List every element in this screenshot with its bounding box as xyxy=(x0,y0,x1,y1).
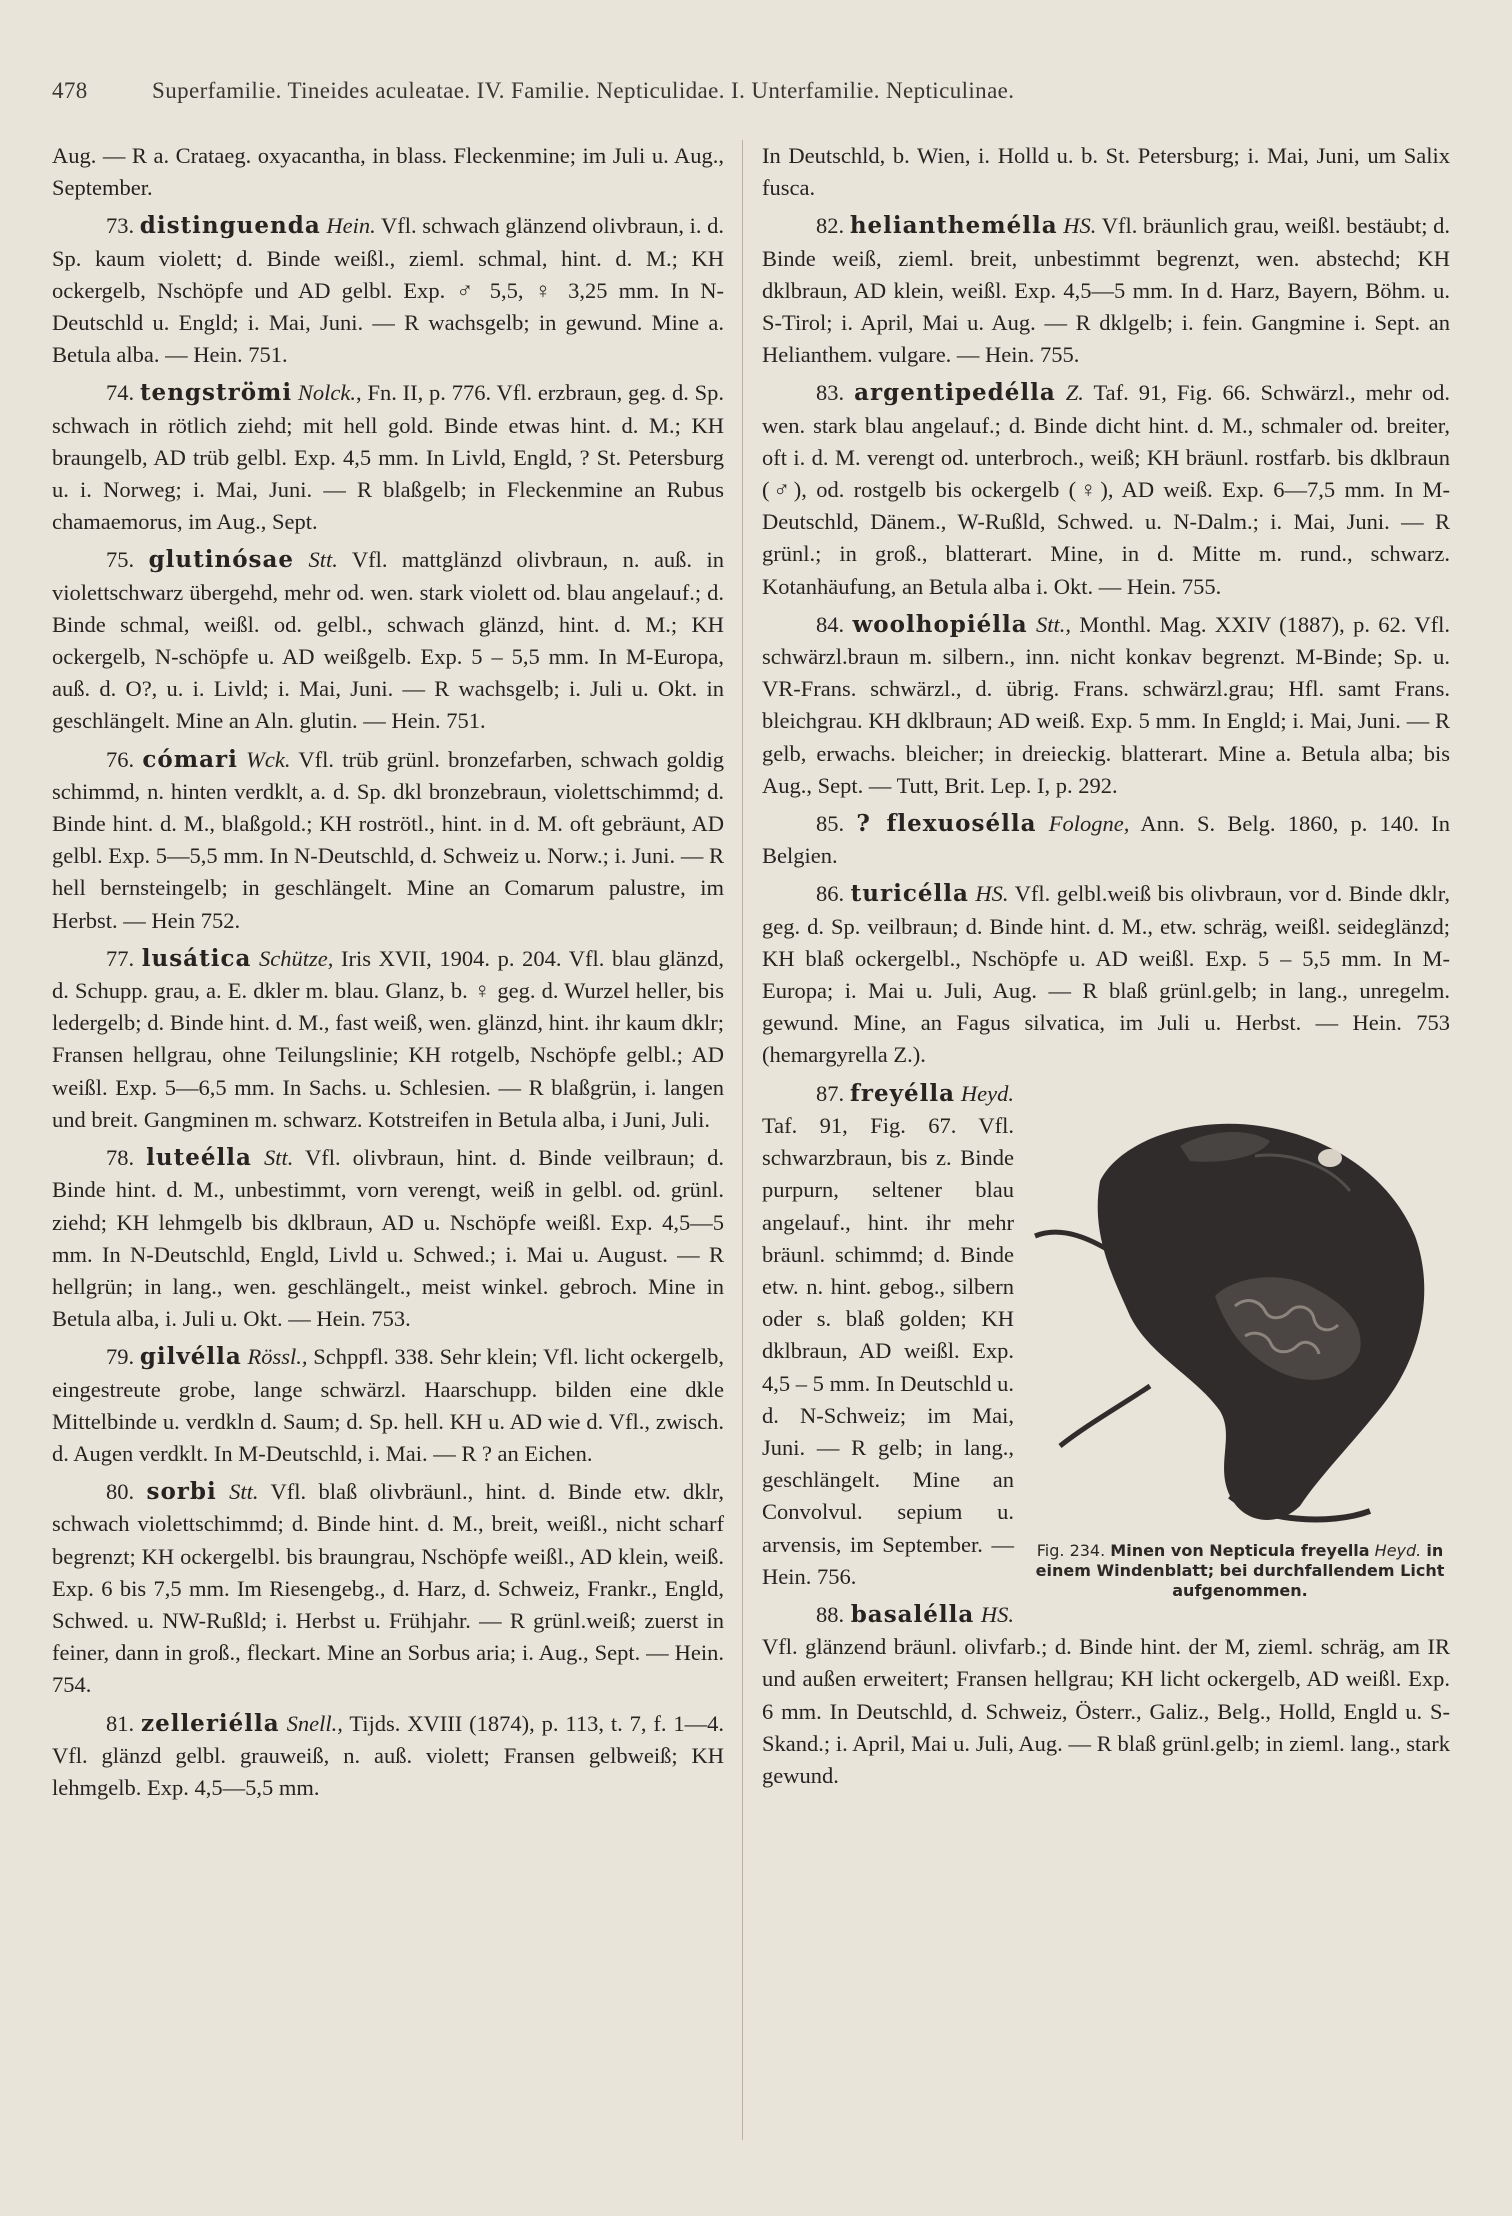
species-entry-74 xyxy=(52,377,724,538)
species-author: HS. xyxy=(975,881,1009,907)
entry-number: 86. xyxy=(816,881,845,907)
species-author: Schütze, xyxy=(259,945,334,971)
entry-text: Tijds. XVIII (1874), p. 113, t. 7, f. 1—4. Vfl. glänzd gelbl. grauweiß, n. auß. violett; Fransen gelbweiß; KH lehmgelb. Exp. 4,5—5,5 mm. xyxy=(52,1710,724,1800)
species-name: tengströmi xyxy=(139,379,293,407)
figure-234 xyxy=(1030,1086,1450,1606)
species-author: Wck. xyxy=(246,746,291,772)
species-name: ? flexuosélla xyxy=(856,810,1037,838)
figure-label: Fig. 234. xyxy=(1036,1540,1106,1560)
species-name: distinguenda xyxy=(139,212,321,240)
entry-text: Schppfl. 338. Sehr klein; Vfl. licht ockergelb, eingestreute grobe, lange schwärzl. Haarschupp. bilden eine dkle Mittelbinde u. verdkln d. Saum; d. Sp. hell. KH u. AD wie d. Vfl., zwisch. d. Augen verdklt. In M-Deutschld, i. Mai. — R ? an Eichen. xyxy=(52,1344,724,1466)
entry-number: 78. xyxy=(106,1145,135,1171)
species-author: Stt. xyxy=(229,1479,259,1505)
caption-author: Heyd. xyxy=(1374,1540,1422,1560)
entry-number: 77. xyxy=(106,945,135,971)
species-name: zelleriélla xyxy=(141,1709,280,1737)
species-entry-81 xyxy=(52,1708,724,1805)
species-author: Stt., xyxy=(1036,611,1072,637)
entry-text: Vfl. schwach glänzend olivbraun, i. d. Sp. kaum violett; d. Binde weißl., zieml. schmal, hint. d. M.; KH ockergelb, Nschöpfe und AD gelbl. Exp. ♂ 5,5, ♀ 3,25 mm. In N-Deutschld u. Engld; i. Mai, Juni. — R wachsgelb; in gewund. Mine a. Betula alba. — Hein. 751. xyxy=(52,213,724,368)
species-name: sorbi xyxy=(146,1478,217,1506)
species-name: cómari xyxy=(142,745,238,773)
entry-text: Vfl. glänzend bräunl. olivfarb.; d. Binde hint. der M, zieml. schräg, am IR und außen erweitert; Fransen hellgrau; KH licht ockergelb, AD weißl. Exp. 6 mm. In Deutschld, d. Schweiz, Österr., Galiz., Belg., Holld, Engld u. S-Skand.; i. April, Mai u. Juli, Aug. — R blaß grünl.gelb; in zieml. lang., stark gewund. xyxy=(762,1634,1450,1788)
entry-number: 85. xyxy=(816,811,845,837)
caption-rest: in einem Windenblatt; bei durchfallendem Licht aufgenommen. xyxy=(1035,1540,1445,1600)
species-author: Snell., xyxy=(286,1710,343,1736)
species-author: Hein. xyxy=(326,213,376,239)
entry-text: Monthl. Mag. XXIV (1887), p. 62. Vfl. schwärzl.braun m. silbern., inn. nicht konkav begrenzt. M-Binde; Sp. u. VR-Frans. schwärzl., d. übrig. Frans. schwärzl.grau; Hfl. samt Frans. bleichgrau. KH dklbraun; AD weiß. Exp. 5 mm. In Engld; i. Mai, Juni. — R gelb, erwachs. bleicher; in dreieckig. blatterart. Mine a. Betula alba; bis Aug., Sept. — Tutt, Brit. Lep. I, p. 292. xyxy=(762,611,1451,798)
species-entry-75 xyxy=(52,544,724,737)
entry-number: 74. xyxy=(106,380,135,406)
entry-number: 82. xyxy=(816,213,845,239)
species-name: gilvélla xyxy=(139,1343,242,1371)
entry-text: Vfl. mattglänzd olivbraun, n. auß. in violettschwarz übergehd, mehr od. wen. stark violett od. blau angelauf.; d. Binde schmal, weißl. od. gelbl., schwach glänzd, hint. d. M.; KH ockergelb, N-schöpfe u. AD weißgelb. Exp. 5 – 5,5 mm. In M-Europa, auß. d. O?, u. i. Livld; i. Mai, Juni. — R wachsgelb; i. Juli u. Okt. in geschlängelt. Mine an Aln. glutin. — Hein. 751. xyxy=(52,547,724,734)
species-entry-85 xyxy=(762,808,1450,872)
species-entry-80 xyxy=(52,1476,724,1701)
species-author: Nolck. xyxy=(297,380,357,406)
species-author: Heyd. xyxy=(960,1080,1015,1106)
species-entry-84 xyxy=(762,609,1450,802)
figure-caption xyxy=(1030,1541,1450,1601)
species-entry-83 xyxy=(762,377,1450,602)
running-title: Superfamilie. Tineides aculeatae. IV. Familie. Nepticulidae. I. Unterfamilie. Nepticulinae. xyxy=(152,78,1015,103)
species-name: lusática xyxy=(141,944,252,972)
species-author: Stt. xyxy=(308,547,338,573)
entry-number: 84. xyxy=(816,611,845,637)
species-entry-76 xyxy=(52,744,724,937)
page-number: 478 xyxy=(52,78,88,103)
species-name: luteélla xyxy=(146,1144,252,1172)
entry-number: 73. xyxy=(106,213,135,239)
species-author: Fologne, xyxy=(1048,811,1130,837)
species-author: HS. xyxy=(1063,213,1097,239)
column-divider xyxy=(742,140,743,2140)
entry-text: Iris XVII, 1904. p. 204. Vfl. blau glänzd, d. Schupp. grau, a. E. dkler m. blau. Glanz, b. ♀ geg. d. Wurzel heller, bis ledergelb; d. Binde hint. d. M., fast weiß, wen. glänzd, hint. ihr kaum dklr; Fransen hellgrau, ohne Teilungslinie; KH rotgelb, Nschöpfe gelbl.; AD weißl. Exp. 5—6,5 mm. In Sachs. u. Schlesien. — R blaßgrün, i. langen und breit. Gangminen m. schwarz. Kotstreifen in Betula alba, i Juni, Juli. xyxy=(52,945,724,1132)
entry-text: Ann. S. Belg. 1860, p. 140. In Belgien. xyxy=(762,811,1451,869)
continued-text: In Deutschld, b. Wien, i. Holld u. b. St. Petersburg; i. Mai, Juni, um Salix fusca. xyxy=(762,143,1450,201)
entry-number: 83. xyxy=(816,380,845,406)
species-entry-86 xyxy=(762,878,1450,1071)
entry-text: Taf. 91, Fig. 66. Schwärzl., mehr od. wen. stark blau angelauf.; d. Binde dicht hint. d. M., schmaler od. breiter, oft i. d. M. verengt od. unterbroch., weiß; KH bräunl. rostfarb. bis dklbraun (♂), od. rostgelb bis ockergelb (♀), AD weiß. Exp. 6—7,5 mm. In M-Deutschld, Dänem., W-Rußld, Schwed. u. N-Dalm.; i. Mai, Juni. — R grünl.; in groß., blatterart. Mine, in d. Mitte m. rund., schwarz. Kotanhäufung, an Betula alba i. Okt. — Hein. 755. xyxy=(762,380,1450,599)
species-author: Stt. xyxy=(263,1145,294,1171)
species-entry-88 xyxy=(762,1599,1450,1792)
entry-number: 80. xyxy=(106,1479,135,1505)
entry-number: 79. xyxy=(106,1344,135,1370)
species-name: woolhopiélla xyxy=(852,610,1028,638)
species-author: Rössl., xyxy=(247,1344,308,1370)
right-column xyxy=(762,140,1450,1798)
species-entry-77 xyxy=(52,943,724,1136)
entry-text: Vfl. olivbraun, hint. d. Binde veilbraun; d. Binde hint. d. M., unbestimmt, vorn verengt, weiß in gelbl. od. grünl. ziehd; KH lehmgelb bis dklbraun, AD u. Nschöpfe weißl. Exp. 4,5—5 mm. In N-Deutschld, Engld, Livld u. Schwed.; i. Mai u. August. — R hellgrün; in lang., wen. geschlängelt., meist winkel. gebroch. Mine in Betula alba, i. Juli u. Okt. — Hein. 753. xyxy=(52,1145,725,1332)
entry-text: , Fn. II, p. 776. Vfl. erzbraun, geg. d. Sp. schwach in rötlich ziehd; mit hell gold. Binde etwas hint. d. M.; KH braungelb, AD trüb gelbl. Exp. 4,5 mm. In Livld, Engld, ? St. Petersburg u. i. Norweg; i. Mai, Juni. — R blaßgelb; in Fleckenmine an Rubus chamaemorus, im Aug., Sept. xyxy=(52,380,725,535)
species-entry-79 xyxy=(52,1341,724,1470)
entry-text: Taf. 91, Fig. 67. Vfl. schwarzbraun, bis z. Binde purpurn, seltener blau angelauf., hint. ihr mehr bräunl. schimmd; d. Binde etw. n. hint. gebog., silbern oder s. blaß golden; KH dklbraun, AD weißl. Exp. 4,5 – 5 mm. In Deutschld u. d. N-Schweiz; im Mai, Juni. — R gelb; in lang., geschlängelt. Mine an Convolvul. sepium u. arvensis, im September. — Hein. 756. xyxy=(762,1112,1014,1589)
species-name: helianthemélla xyxy=(849,212,1058,240)
continued-text: Aug. — R a. Crataeg. oxyacantha, in blass. Fleckenmine; im Juli u. Aug., September. xyxy=(52,143,724,201)
entry-number: 75. xyxy=(106,547,135,573)
species-entry-82 xyxy=(762,210,1450,371)
species-entry-73 xyxy=(52,210,724,371)
entry-number: 87. xyxy=(816,1080,845,1106)
species-name: freyélla xyxy=(850,1079,956,1107)
left-column xyxy=(52,140,724,1810)
entry-number: 76. xyxy=(106,746,135,772)
entry-text: Vfl. trüb grünl. bronzefarben, schwach goldig schimmd, n. hinten verdklt, a. d. Sp. dkl bronzebraun, violettschimmd; d. Binde hint. d. M., blaßgold.; KH roströtl., hint. in d. M. oft gebräunt, AD gelbl. Exp. 5—5,5 mm. In N-Deutschld, d. Schweiz u. Norw.; i. Juni. — R hell bernsteingelb; in geschlängelt. Mine an Comarum palustre, im Herbst. — Hein 752. xyxy=(52,746,725,933)
entry-number: 81. xyxy=(106,1710,135,1736)
species-name: argentipedélla xyxy=(854,379,1056,407)
species-entry-78 xyxy=(52,1142,724,1335)
species-name: basalélla xyxy=(850,1600,975,1628)
entry-text: Vfl. blaß olivbräunl., hint. d. Binde etw. dklr, schwach violettschimmd; d. Binde hint. d. M., breit, weißl., nicht scharf begrenzt; KH ockergelbl. bis braungrau, Nschöpfe weißl., AD klein, weiß. Exp. 6 bis 7,5 mm. Im Riesengebg., d. Harz, d. Schweiz, Frankr., Engld, Schwed. u. NW-Rußld; i. Herbst u. Frühjahr. — R grünl.weiß; zuerst in feiner, dann in groß., fleckart. Mine an Sorbus aria; i. Aug., Sept. — Hein. 754. xyxy=(52,1479,725,1698)
entry-text: Vfl. bräunlich grau, weißl. bestäubt; d. Binde weiß, zieml. breit, unbestimmt begrenzt, wen. abstechd; KH dklbraun, AD klein, weißl. Exp. 4,5—5 mm. In d. Harz, Bayern, Böhm. u. S-Tirol; i. April, Mai u. Aug. — R dklgelb; i. fein. Gangmine i. Sept. an Helianthem. vulgare. — Hein. 755. xyxy=(762,213,1451,368)
species-name: turicélla xyxy=(850,880,969,908)
species-name: glutinósae xyxy=(148,546,295,574)
species-author: Z. xyxy=(1065,380,1084,406)
entry-text: Vfl. gelbl.weiß bis olivbraun, vor d. Binde dklr, geg. d. Sp. veilbraun; d. Binde hint. d. M., etw. schräg, weißl. seideglänzd; KH blaß ockergelbl., Nschöpfe u. AD weißl. Exp. 5 – 5,5 mm. In M-Europa; i. Mai u. Juli, Aug. — R blaß grünl.gelb; in lang., unregelm. gewund. Mine, an Fagus silvatica, im Juli u. Herbst. — Hein. 753 (hemargyrella Z.). xyxy=(762,881,1451,1068)
caption-title: Minen von Nepticula freyella xyxy=(1110,1540,1370,1560)
entry-number: 88. xyxy=(816,1601,845,1627)
running-header xyxy=(52,78,1462,104)
species-author: HS. xyxy=(980,1601,1014,1627)
leaf-mine-photo xyxy=(1030,1086,1450,1536)
